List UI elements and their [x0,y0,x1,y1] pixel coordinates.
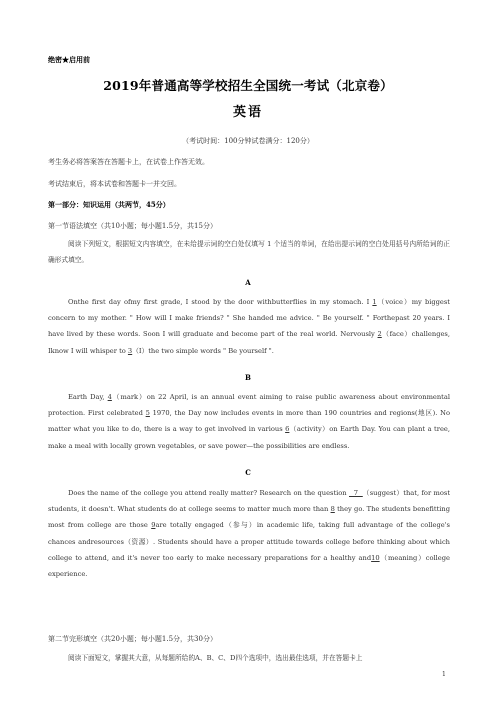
subject-title: 英语 [232,105,263,120]
exam-title: 2019年普通高等学校招生全国统一考试（北京卷） [103,78,393,93]
instruction-line-1: 考生务必将答案答在答题卡上，在试卷上作答无效。 [48,158,209,166]
blank-2: 2 [377,330,382,339]
blank-5: 5 [145,409,150,418]
confidential-label: 绝密★启用前 [48,55,90,64]
passage-b-text: Earth Day, 4（mark）on 22 April, is an annual event aiming to raise public awareness about environmental protection. First celebrated 5 1970, the Day now includes events in more than 190 countries and regions(地区). No matter what you like to do, there is a way to get involved in various 6（activity）on Earth Day. You can plant a tree, make a meal with locally grown vegetables, or save power—the possibilities are endless. [48,393,450,450]
passage-a-letter: A [245,278,251,287]
passage-c-text: Does the name of the college you attend really matter? Research on the question 7 （suggest）that, for most students, it doesn't. What students do at college seems to matter much more than 8 they go. The students benefitting most from college are those 9are totally engaged（参与）in academic life, taking full advantage of the college's chances andresources（资源）. Students should have a proper attitude towards college before thinking about which college to attend, and it's never too early to make necessary preparations for a healthy and10（meaning）college experience. [48,489,451,579]
section1-directions: 阅读下列短文，根据短文内容填空，在未给提示词的空白处仅填写 1 个适当的单词，在给出提示词的空白处用括号内所给词的正确形式填空。 [48,240,450,265]
blank-6: 6 [285,425,290,434]
part1-heading: 第一部分：知识运用（共两节，45分） [48,200,170,209]
passage-c-letter: C [245,468,251,477]
page-number: 1 [442,671,446,678]
passage-a-text: Onthe first day ofmy first grade, I stood by the door withbutterflies in my stomach. I 1（voice）my biggest concern to my mother. " How will I make friends? " She handed me advice. " Be yourself. " Forthepast 20 years. I have lived by these words. Soon I will graduate and become part of the real world. Nervously 2（face）challenges, Iknow I will whisper to 3（I）the two simple words " Be yourself ". [48,298,450,355]
blank-7: 7 [349,489,363,497]
blank-1: 1 [372,298,377,306]
blank-10: 10 [371,553,380,562]
section2-heading: 第二节完形填空（共20小题；每小题1.5分，共30分） [48,635,217,643]
instruction-line-2: 考试结束后，将本试卷和答题卡一并交回。 [48,180,181,188]
exam-info: （考试时间：100分钟试卷满分：120分） [182,137,314,145]
blank-4: 4 [107,393,112,401]
section2-directions: 阅读下面短文，掌握其大意，从每题所给的A、B、C、D四个选项中，选出最佳选项，并在答题卡上 [68,654,363,662]
passage-b-letter: B [245,373,251,382]
blank-8: 8 [330,505,335,514]
section1-heading: 第一节语法填空（共10小题；每小题1.5分，共15分） [48,222,217,230]
blank-9: 9 [151,521,156,530]
blank-3: 3 [127,346,133,355]
